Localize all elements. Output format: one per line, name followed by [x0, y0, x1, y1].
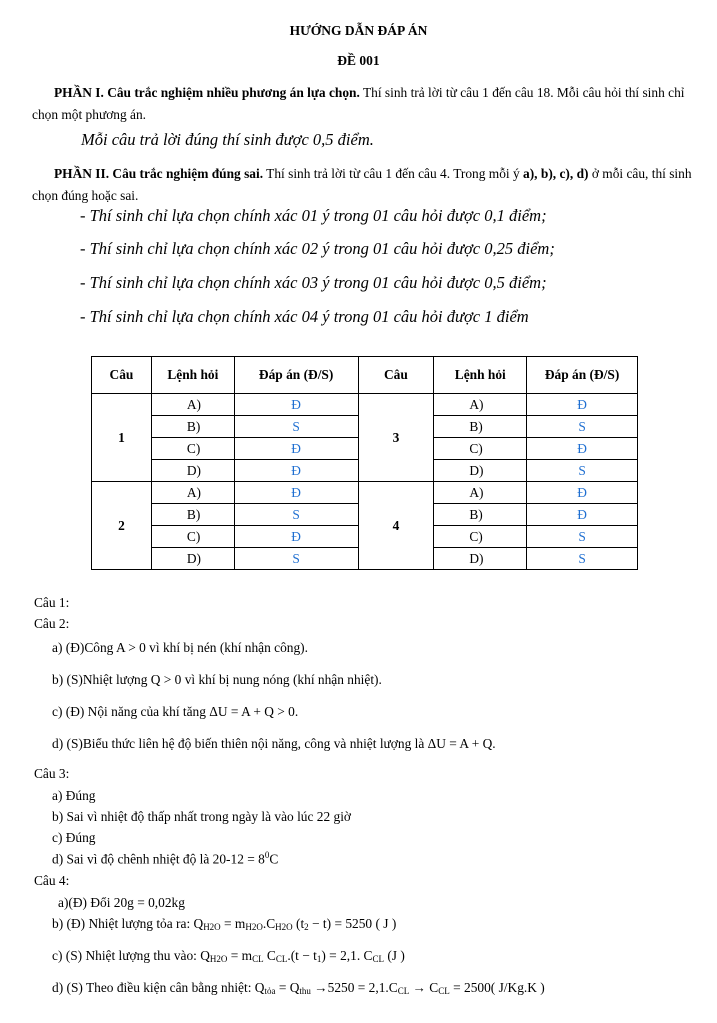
- option-label: D): [151, 548, 234, 570]
- answer-cell: Đ: [234, 438, 358, 460]
- c4c-sub2: CL: [252, 954, 264, 964]
- answer-cell: Đ: [527, 394, 638, 416]
- option-label: B): [434, 416, 527, 438]
- answer-cell: S: [527, 548, 638, 570]
- solution-c4-c: [52, 948, 405, 964]
- solution-c4-b: [52, 916, 396, 932]
- c4c-end: ) = 2,1. C: [321, 948, 373, 963]
- degree-sup: 0: [264, 850, 270, 860]
- solution-c2-b: b) (S)Nhiệt lượng Q > 0 vì khí bị nung nóng (khí nhận nhiệt).: [52, 672, 382, 687]
- c4d-cl2: CL: [438, 986, 450, 996]
- option-label: C): [434, 526, 527, 548]
- part2-text-b: ở mỗi câu, thí sinh chọn đúng hoặc sai.: [32, 166, 692, 203]
- option-label: B): [151, 416, 234, 438]
- header-dap-an-1: Đáp án (Đ/S): [234, 357, 358, 394]
- answer-table: [91, 356, 638, 570]
- c4b-t2: 2: [304, 922, 309, 932]
- part1-paragraph: [32, 82, 697, 126]
- answer-cell: S: [527, 416, 638, 438]
- c4c-sub1: H2O: [209, 954, 228, 964]
- c4c-t: .(t − t: [287, 948, 317, 963]
- header-dap-an-2: Đáp án (Đ/S): [527, 357, 638, 394]
- option-label: B): [151, 504, 234, 526]
- answer-cell: Đ: [234, 526, 358, 548]
- c4c-j: (J ): [383, 948, 405, 963]
- option-label: D): [151, 460, 234, 482]
- part1-text: Thí sinh trả lời từ câu 1 đến câu 18. Mỗi câu hỏi thí sinh chỉ chọn một phương án.: [32, 85, 685, 122]
- c4d-end: = 2500( J/Kg.K ): [449, 980, 545, 995]
- option-label: A): [151, 482, 234, 504]
- c4c-t1: 1: [316, 954, 322, 964]
- answer-cell: Đ: [527, 504, 638, 526]
- answer-cell: Đ: [234, 394, 358, 416]
- c4d-rest: →5250 = 2,1.C: [310, 980, 398, 995]
- c4c-pre: c) (S) Nhiệt lượng thu vào: Q: [52, 948, 210, 963]
- c4d-pre: d) (S) Theo điều kiện cân bằng nhiệt: Q: [52, 980, 265, 995]
- c4b-sub3: H2O: [275, 922, 293, 932]
- solution-c4-a: a)(Đ) Đổi 20g = 0,02kg: [58, 895, 185, 910]
- part1-score: Mỗi câu trả lời đúng thí sinh được 0,5 điểm.: [81, 130, 374, 149]
- c4b-sub2: H2O: [245, 922, 263, 932]
- question-number: 1: [92, 394, 152, 482]
- part2-heading: PHẦN II. Câu trắc nghiệm đúng sai.: [54, 166, 264, 181]
- answer-cell: Đ: [234, 482, 358, 504]
- c4b-end: (t: [292, 916, 305, 931]
- solution-c3-d-text: d) Sai vì độ chênh nhiệt độ là 20-12 = 8: [52, 851, 265, 867]
- solution-c3-a: a) Đúng: [52, 788, 96, 803]
- solution-c2-d: d) (S)Biểu thức liên hệ độ biến thiên nội năng, công và nhiệt lượng là ΔU = A + Q.: [52, 736, 496, 751]
- part2-text-a: Thí sinh trả lời từ câu 1 đến câu 4. Trong mỗi ý: [263, 166, 524, 181]
- table-row: [92, 394, 638, 416]
- c4d-eq: = Q: [275, 980, 300, 995]
- page-title: HƯỚNG DẪN ĐÁP ÁN: [289, 23, 428, 38]
- answer-cell: S: [234, 504, 358, 526]
- celsius-unit: C: [269, 851, 279, 867]
- exam-code: ĐỀ 001: [337, 53, 380, 68]
- header-lenh-hoi-2: Lệnh hỏi: [434, 357, 527, 394]
- header-lenh-hoi-1: Lệnh hỏi: [151, 357, 234, 394]
- header-cau-2: Câu: [358, 357, 434, 394]
- solution-c2-c: c) (Đ) Nội năng của khí tăng ΔU = A + Q > 0.: [52, 704, 299, 719]
- rule-1: - Thí sinh chỉ lựa chọn chính xác 01 ý trong 01 câu hỏi được 0,1 điểm;: [80, 206, 547, 225]
- solution-c3-d: [52, 850, 278, 867]
- question-number: 3: [358, 394, 434, 482]
- c4c-c: C: [263, 948, 276, 963]
- part2-text-bold: a), b), c), d): [523, 166, 589, 181]
- table-row: [92, 482, 638, 504]
- solution-c4-d: [52, 980, 545, 996]
- option-label: C): [151, 526, 234, 548]
- c4b-sub1: H2O: [203, 922, 221, 932]
- c4b-tail: − t) = 5250 ( J ): [308, 916, 397, 931]
- part2-paragraph: [32, 163, 697, 207]
- rule-2: - Thí sinh chỉ lựa chọn chính xác 02 ý trong 01 câu hỏi được 0,25 điểm;: [80, 239, 555, 258]
- question-number: 2: [92, 482, 152, 570]
- solution-c3-heading: Câu 3:: [34, 766, 70, 781]
- rule-4: - Thí sinh chỉ lựa chọn chính xác 04 ý trong 01 câu hỏi được 1 điểm: [80, 307, 529, 326]
- part1-heading: PHẦN I. Câu trắc nghiệm nhiều phương án lựa chọn.: [54, 85, 360, 100]
- c4c-sub4: CL: [372, 954, 384, 964]
- answer-cell: Đ: [527, 438, 638, 460]
- c4c-sub3: CL: [275, 954, 288, 964]
- c4b-pre: b) (Đ) Nhiệt lượng tỏa ra: Q: [52, 916, 204, 931]
- option-label: A): [434, 482, 527, 504]
- option-label: D): [434, 548, 527, 570]
- c4c-mid: = m: [227, 948, 253, 963]
- option-label: C): [151, 438, 234, 460]
- c4d-arrow: → C: [409, 980, 439, 995]
- solution-c1-heading: Câu 1:: [34, 595, 70, 610]
- option-label: D): [434, 460, 527, 482]
- answer-cell: S: [234, 548, 358, 570]
- answer-cell: S: [527, 526, 638, 548]
- solution-c4-heading: Câu 4:: [34, 873, 70, 888]
- option-label: A): [434, 394, 527, 416]
- answer-cell: Đ: [234, 460, 358, 482]
- option-label: B): [434, 504, 527, 526]
- solution-c3-c: c) Đúng: [52, 830, 96, 845]
- option-label: A): [151, 394, 234, 416]
- c4d-thu: thu: [299, 986, 311, 996]
- solution-c3-b: b) Sai vì nhiệt độ thấp nhất trong ngày là vào lúc 22 giờ: [52, 809, 352, 824]
- c4d-cl1: CL: [397, 986, 410, 996]
- solution-c2-heading: Câu 2:: [34, 616, 70, 631]
- table-header-row: [92, 357, 638, 394]
- answer-cell: S: [527, 460, 638, 482]
- option-label: C): [434, 438, 527, 460]
- rule-3: - Thí sinh chỉ lựa chọn chính xác 03 ý trong 01 câu hỏi được 0,5 điểm;: [80, 273, 547, 292]
- c4b-c: .C: [262, 916, 276, 931]
- solution-c2-a: a) (Đ)Công A > 0 vì khí bị nén (khí nhận công).: [52, 640, 308, 655]
- c4d-toa: tỏa: [264, 986, 276, 996]
- header-cau-1: Câu: [92, 357, 152, 394]
- answer-cell: S: [234, 416, 358, 438]
- question-number: 4: [358, 482, 434, 570]
- c4b-rest: = m: [220, 916, 246, 931]
- answer-cell: Đ: [527, 482, 638, 504]
